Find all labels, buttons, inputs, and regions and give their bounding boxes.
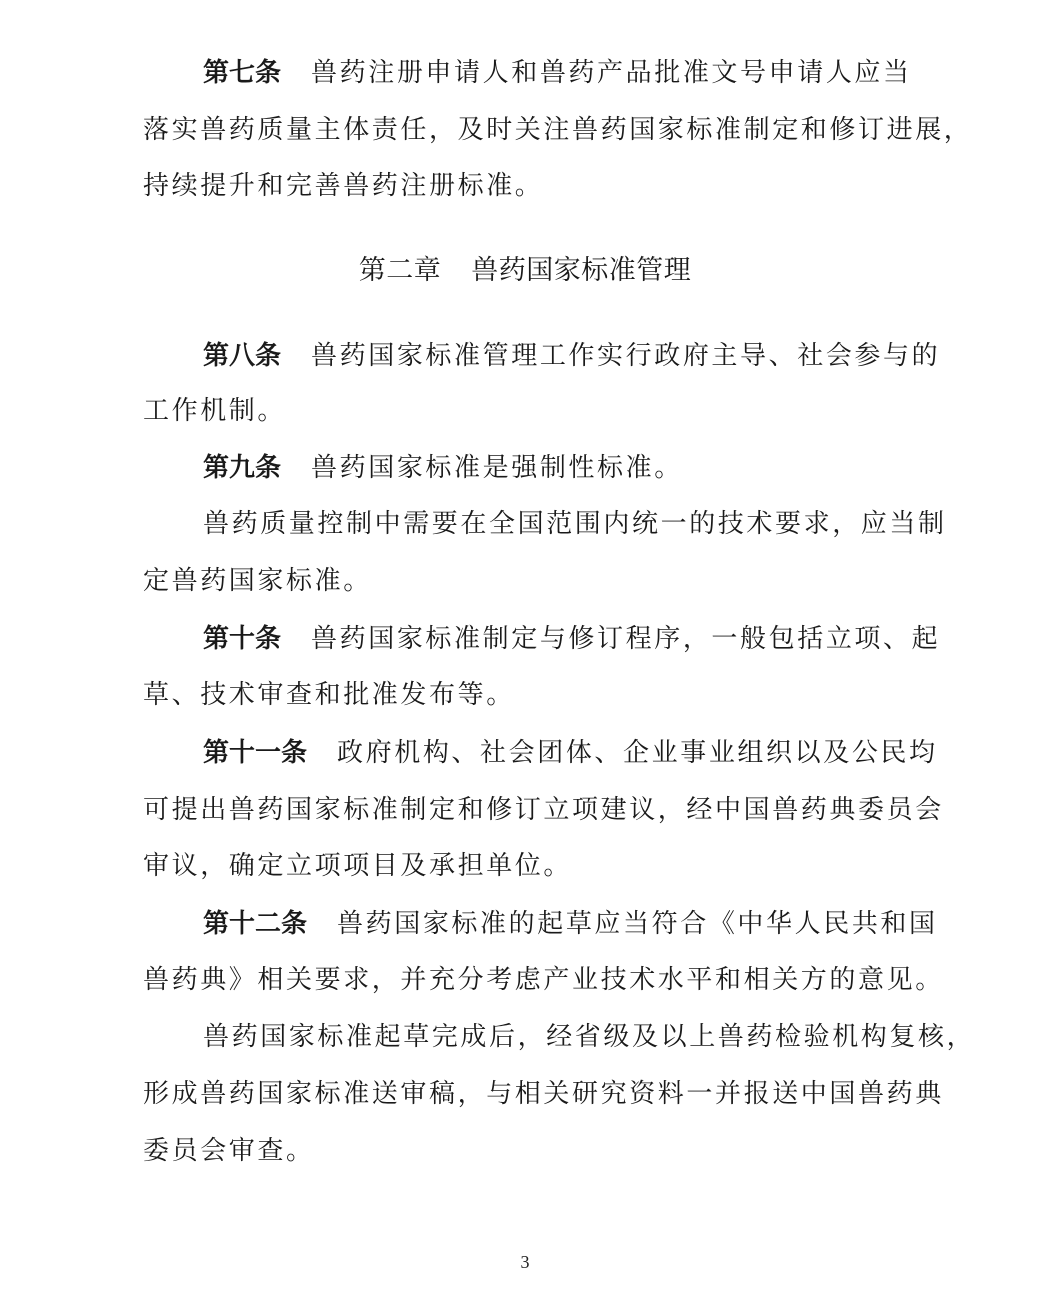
article-label: 第十二条 (203, 909, 308, 939)
article-12-line-1 (203, 907, 983, 941)
article-7-line-2: 落实兽药质量主体责任，及时关注兽药国家标准制定和修订进展， (143, 115, 973, 145)
article-label: 第十条 (203, 624, 282, 654)
article-text: 兽药国家标准管理工作实行政府主导、社会参与的 (311, 341, 941, 371)
article-text: 兽药国家标准制定与修订程序，一般包括立项、起 (311, 624, 941, 654)
article-10-line-1 (203, 622, 983, 656)
article-text: 兽药国家标准的起草应当符合《中华人民共和国 (337, 909, 938, 939)
article-9-line-1 (203, 451, 983, 485)
article-label: 第七条 (203, 58, 282, 88)
article-12-para-line-2: 形成兽药国家标准送审稿，与相关研究资料一并报送中国兽药典 (143, 1079, 944, 1109)
article-text: 政府机构、社会团体、企业事业组织以及公民均 (337, 738, 938, 768)
article-9-para-line-2: 定兽药国家标准。 (143, 566, 372, 596)
article-text: 兽药国家标准是强制性标准。 (311, 453, 683, 483)
article-8-line-2: 工作机制。 (143, 396, 287, 426)
article-11-line-1 (203, 736, 983, 770)
article-8-line-1 (203, 339, 983, 373)
article-label: 第九条 (203, 453, 282, 483)
article-12-para-line-1: 兽药国家标准起草完成后，经省级及以上兽药检验机构复核， (203, 1022, 976, 1052)
page-number: 3 (520, 1252, 530, 1272)
article-7-line-1 (203, 56, 983, 90)
article-10-line-2: 草、技术审查和批准发布等。 (143, 680, 515, 710)
article-12-para-line-3: 委员会审查。 (143, 1136, 315, 1166)
article-label: 第十一条 (203, 738, 308, 768)
article-11-line-2: 可提出兽药国家标准制定和修订立项建议，经中国兽药典委员会 (143, 795, 944, 825)
article-label: 第八条 (203, 341, 282, 371)
chapter-number: 第二章 (358, 255, 442, 286)
article-text: 兽药注册申请人和兽药产品批准文号申请人应当 (311, 58, 912, 88)
chapter-heading (0, 253, 1050, 289)
article-7-line-3: 持续提升和完善兽药注册标准。 (143, 171, 544, 201)
chapter-title: 兽药国家标准管理 (471, 255, 692, 286)
article-11-line-3: 审议，确定立项项目及承担单位。 (143, 851, 573, 881)
article-9-para-line-1: 兽药质量控制中需要在全国范围内统一的技术要求，应当制 (203, 509, 947, 539)
article-12-line-2: 兽药典》相关要求，并充分考虑产业技术水平和相关方的意见。 (143, 965, 944, 995)
